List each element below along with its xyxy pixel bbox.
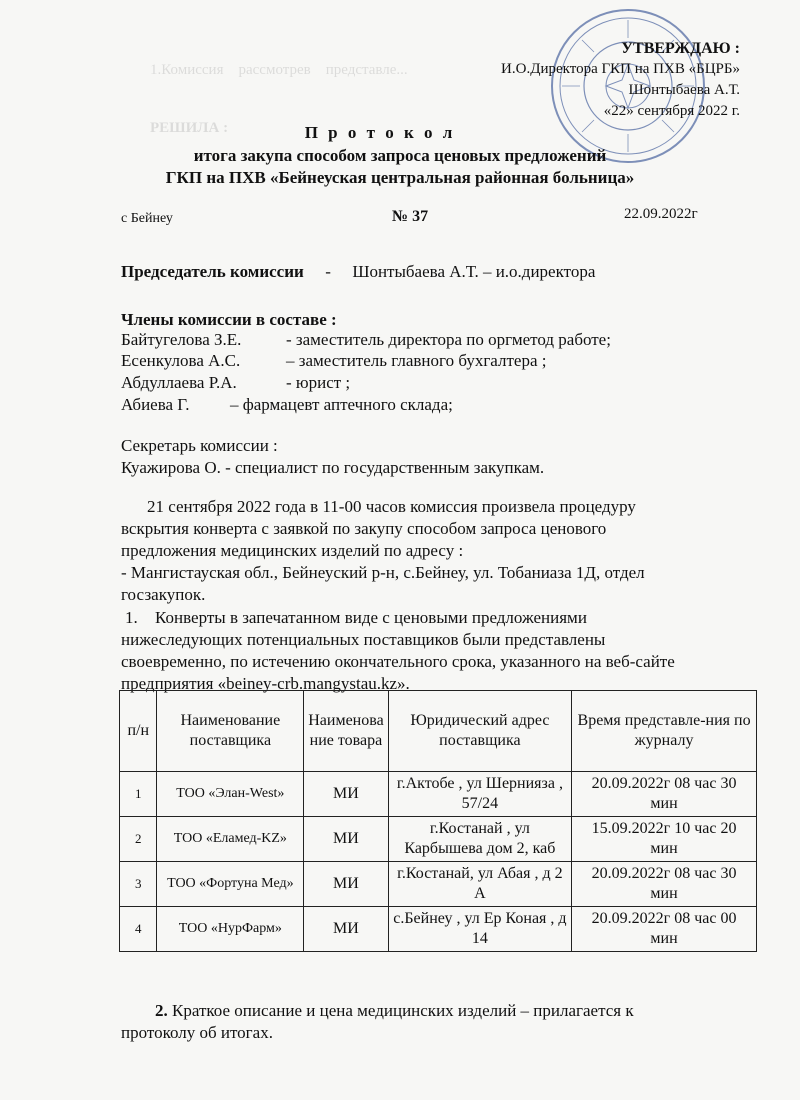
chair-label: Председатель комиссии (121, 262, 304, 281)
supplier-address: г.Костанай , ул Карбышева дом 2, каб (388, 817, 571, 862)
supplier-name: ТОО «НурФарм» (157, 907, 304, 952)
item-1-number: 1. (125, 608, 138, 627)
paragraph-line: Конверты в запечатанном виде с ценовыми предложениями (155, 608, 587, 627)
chair-line (121, 262, 761, 282)
item-1-first-line (121, 607, 761, 629)
paragraph-line: Краткое описание и цена медицинских изделий – прилагается к (172, 1001, 634, 1020)
paragraph-line: своевременно, по истечению окончательного срока, указанного на веб-сайте (121, 652, 675, 671)
item-2-first-line (121, 1000, 761, 1022)
member-name: Абдуллаева Р.А. (121, 373, 237, 392)
supplier-name: ТОО «Фортуна Мед» (157, 862, 304, 907)
member-role: - заместитель директора по оргметод работе; (286, 330, 611, 349)
goods-name: МИ (304, 907, 388, 952)
item-2-number: 2. (155, 1001, 168, 1020)
chair-value: Шонтыбаева А.Т. – и.о.директора (352, 262, 596, 281)
submission-time: 20.09.2022г 08 час 30 мин (572, 862, 757, 907)
bleed-through-text: 1.Комиссия рассмотрев представле... (150, 62, 408, 78)
submission-time: 20.09.2022г 08 час 00 мин (572, 907, 757, 952)
table-row (120, 907, 757, 952)
suppliers-table (119, 690, 757, 952)
submission-time: 15.09.2022г 10 час 20 мин (572, 817, 757, 862)
paragraph-line: предложения медицинских изделий по адресу : (121, 541, 464, 560)
member-role: – заместитель главного бухгалтера ; (286, 351, 547, 370)
table-row (120, 772, 757, 817)
goods-name: МИ (304, 817, 388, 862)
row-number: 2 (120, 817, 157, 862)
document-title: П р о т о к о л (304, 123, 456, 142)
row-number: 4 (120, 907, 157, 952)
column-header: Наименова ние товара (304, 691, 388, 772)
supplier-address: с.Бейнеу , ул Ер Коная , д 14 (388, 907, 571, 952)
protocol-date: 22.09.2022г (624, 206, 698, 222)
chair-dash: - (325, 262, 331, 281)
document-subtitle: итога закупа способом запроса ценовых предложений (193, 146, 607, 165)
supplier-name: ТОО «Еламед-KZ» (157, 817, 304, 862)
supplier-address: г.Костанай, ул Абая , д 2 А (388, 862, 571, 907)
opening-paragraph (121, 496, 761, 606)
paragraph-line: госзакупок. (121, 585, 206, 604)
row-number: 3 (120, 862, 157, 907)
protocol-number: № 37 (392, 208, 429, 225)
secretary-heading: Секретарь комиссии : (121, 436, 278, 455)
member-role: - юрист ; (286, 373, 351, 392)
organization-name: ГКП на ПХВ «Бейнеуская центральная районная больница» (165, 168, 635, 187)
item-1 (121, 607, 761, 695)
paragraph-line: вскрытия конверта с заявкой по закупу способом запроса ценового (121, 519, 607, 538)
members-heading: Члены комиссии в составе : (121, 310, 337, 329)
secretary-value: Куажирова О. - специалист по государственным закупкам. (121, 458, 545, 477)
approval-heading: УТВЕРЖДАЮ : (621, 40, 740, 57)
place-label: с Бейнеу (121, 211, 173, 226)
paragraph-line: протоколу об итогах. (121, 1023, 273, 1042)
paragraph-line: предприятия «beiney-crb.mangystau.kz». (121, 674, 410, 693)
goods-name: МИ (304, 772, 388, 817)
submission-time: 20.09.2022г 08 час 30 мин (572, 772, 757, 817)
member-name: Абиева Г. (121, 395, 190, 414)
member-name: Есенкулова А.С. (121, 351, 241, 370)
table-header-row (120, 691, 757, 772)
row-number: 1 (120, 772, 157, 817)
item-2 (121, 1000, 761, 1044)
paragraph-line: нижеследующих потенциальных поставщиков были представлены (121, 630, 606, 649)
goods-name: МИ (304, 862, 388, 907)
approval-date: «22» сентября 2022 г. (603, 103, 740, 119)
bleed-through-text: РЕШИЛА : (150, 120, 229, 136)
column-header: п/н (120, 691, 157, 772)
table-row (120, 817, 757, 862)
supplier-name: ТОО «Элан-West» (157, 772, 304, 817)
supplier-address: г.Актобе , ул Шерниязa , 57/24 (388, 772, 571, 817)
approval-block (501, 38, 740, 122)
table-row (120, 862, 757, 907)
approval-position: И.О.Директора ГКП на ПХВ «БЦРБ» (501, 61, 740, 77)
approval-name: Шонтыбаева А.Т. (628, 82, 740, 98)
paragraph-line: 21 сентября 2022 года в 11-00 часов комиссия произвела процедуру (147, 497, 636, 516)
column-header: Время представле-ния по журналу (572, 691, 757, 772)
member-role: – фармацевт аптечного склада; (230, 395, 453, 414)
member-name: Байтугелова З.Е. (121, 330, 242, 349)
column-header: Юридический адрес поставщика (388, 691, 571, 772)
paragraph-line: - Мангистауская обл., Бейнеуский р-н, с.Бейнеу, ул. Тобаниаза 1Д, отдел (121, 563, 645, 582)
column-header: Наименование поставщика (157, 691, 304, 772)
